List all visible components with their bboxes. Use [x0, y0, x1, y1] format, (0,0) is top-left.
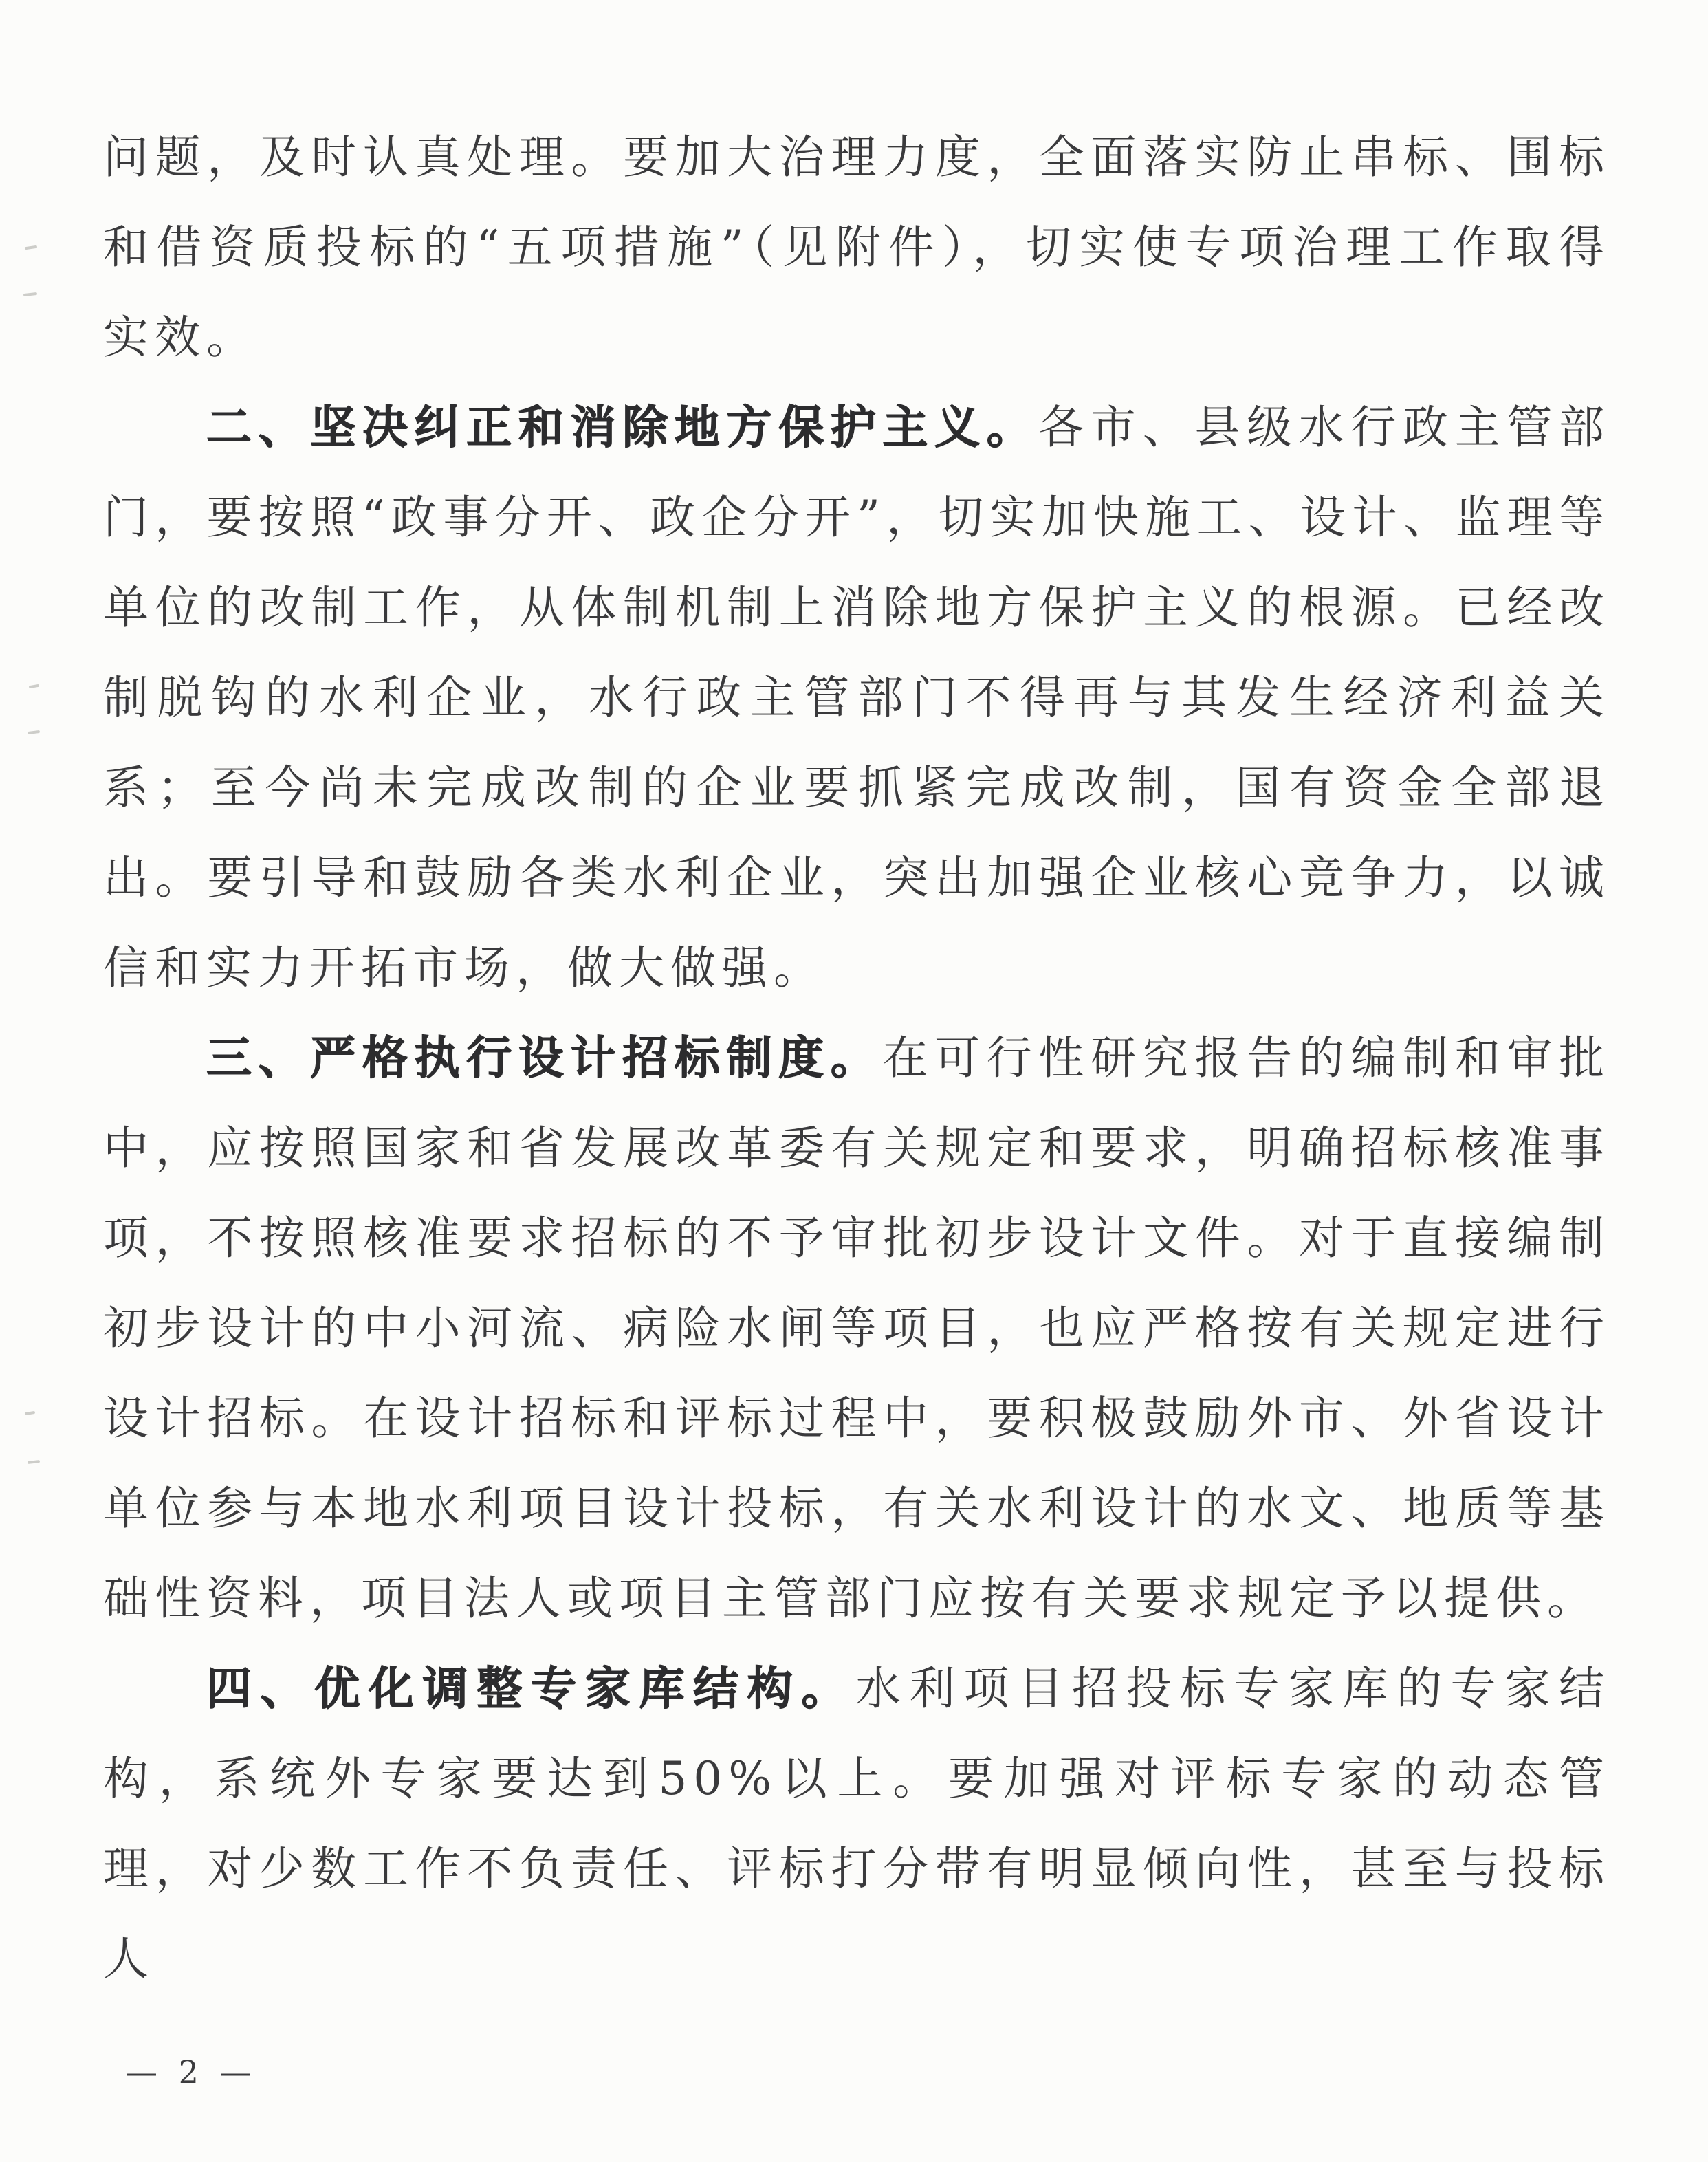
- body-text-run: 在可行性研究报告的编制和审批中，应按照国家和省发展改革委有关规定和要求，明确招标核准事项，不按照核准要求招标的不予审批初步设计文件。对于直接编制初步设计的中小河流、病险水闸等项目，也应严格按有关规定进行设计招标。在设计招标和评标过程中，要积极鼓励外市、外省设计单位参与本地水利项目设计投标，有关水利设计的水文、地质等基础性资料，项目法人或项目主管部门应按有关要求规定予以提供。: [103, 1031, 1610, 1625]
- paragraph: [103, 382, 1610, 1013]
- paragraph: [103, 112, 1610, 382]
- scan-artifact: [28, 730, 40, 734]
- scan-artifact: [29, 684, 39, 689]
- page-number: — 2 —: [126, 2053, 257, 2090]
- scan-artifact: [25, 1411, 35, 1415]
- section-heading-run: 四、优化调整专家库结构。: [206, 1661, 856, 1715]
- scan-artifact: [23, 292, 37, 296]
- body-text-run: 问题，及时认真处理。要加大治理力度，全面落实防止串标、围标和借资质投标的“五项措施”（见附件），切实使专项治理工作取得实效。: [103, 131, 1610, 364]
- section-heading-run: 三、严格执行设计招标制度。: [206, 1031, 883, 1084]
- section-heading-run: 二、坚决纠正和消除地方保护主义。: [206, 400, 1039, 454]
- scan-artifact: [28, 1460, 40, 1464]
- page-footer: [126, 2053, 257, 2090]
- body-text-run: 水利项目招投标专家库的专家结构，系统外专家要达到50%以上。要加强对评标专家的动态管理，对少数工作不负责任、评标打分带有明显倾向性，甚至与投标人: [103, 1662, 1611, 1985]
- paragraph: [103, 1013, 1610, 1644]
- scan-artifact: [25, 245, 37, 250]
- body-text-run: 各市、县级水行政主管部门，要按照“政事分开、政企分开”，切实加快施工、设计、监理等单位的改制工作，从体制机制上消除地方保护主义的根源。已经改制脱钩的水利企业，水行政主管部门不得再与其发生经济利益关系；至今尚未完成改制的企业要抓紧完成改制，国有资金全部退出。要引导和鼓励各类水利企业，突出加强企业核心竞争力，以诚信和实力开拓市场，做大做强。: [103, 401, 1611, 994]
- document-body: [103, 112, 1610, 2004]
- paragraph: [103, 1644, 1610, 2004]
